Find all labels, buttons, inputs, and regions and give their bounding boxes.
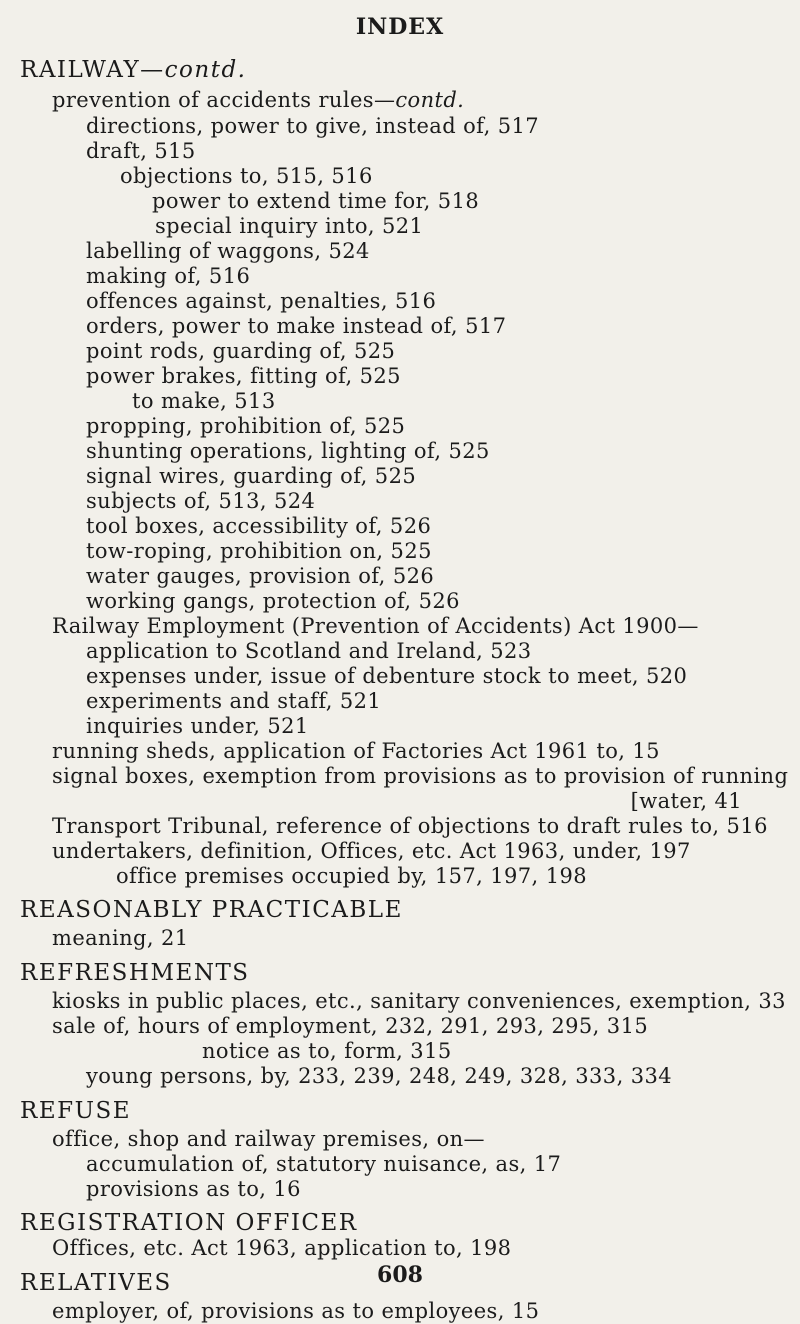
index-entry: orders, power to make instead of, 517 bbox=[86, 314, 507, 338]
index-entry: young persons, by, 233, 239, 248, 249, 328, 333, 334 bbox=[86, 1064, 673, 1088]
index-entry: power brakes, fitting of, 525 bbox=[86, 364, 401, 388]
index-entry: signal boxes, exemption from provisions as to provision of running bbox=[52, 764, 789, 788]
index-entry: Offices, etc. Act 1963, application to, 198 bbox=[52, 1236, 512, 1260]
index-entry: Railway Employment (Prevention of Accidents) Act 1900— bbox=[52, 614, 699, 638]
page-header: INDEX bbox=[355, 14, 445, 40]
index-entry: labelling of waggons, 524 bbox=[86, 239, 370, 263]
index-entry: propping, prohibition of, 525 bbox=[86, 414, 406, 438]
index-entry: meaning, 21 bbox=[52, 926, 189, 950]
continued-marker: contd. bbox=[395, 88, 465, 112]
index-entry: objections to, 515, 516 bbox=[120, 164, 373, 188]
index-heading: REGISTRATION OFFICER bbox=[20, 1210, 358, 1236]
index-entry: subjects of, 513, 524 bbox=[86, 489, 316, 513]
index-entry: draft, 515 bbox=[86, 139, 196, 163]
index-entry: tow-roping, prohibition on, 525 bbox=[86, 539, 432, 563]
index-entry: special inquiry into, 521 bbox=[155, 214, 424, 238]
index-entry: office premises occupied by, 157, 197, 198 bbox=[116, 864, 587, 888]
index-entry: running sheds, application of Factories Act 1961 to, 15 bbox=[52, 739, 660, 763]
index-entry: power to extend time for, 518 bbox=[152, 189, 480, 213]
index-heading: REASONABLY PRACTICABLE bbox=[20, 897, 403, 923]
index-entry: inquiries under, 521 bbox=[86, 714, 309, 738]
index-entry: to make, 513 bbox=[132, 389, 276, 413]
index-entry: working gangs, protection of, 526 bbox=[86, 589, 460, 613]
index-entry: office, shop and railway premises, on— bbox=[52, 1127, 485, 1151]
index-entry: application to Scotland and Ireland, 523 bbox=[86, 639, 532, 663]
index-entry: signal wires, guarding of, 525 bbox=[86, 464, 417, 488]
index-entry: Transport Tribunal, reference of objections to draft rules to, 516 bbox=[52, 814, 768, 838]
index-heading: REFUSE bbox=[20, 1098, 131, 1124]
index-entry: provisions as to, 16 bbox=[86, 1177, 301, 1201]
index-heading: RAILWAY—contd. bbox=[20, 57, 247, 83]
index-entry: offences against, penalties, 516 bbox=[86, 289, 437, 313]
index-entry: point rods, guarding of, 525 bbox=[86, 339, 396, 363]
index-entry: undertakers, definition, Offices, etc. Act 1963, under, 197 bbox=[52, 839, 691, 863]
page-number: 608 bbox=[377, 1262, 423, 1288]
index-entry: employer, of, provisions as to employees, 15 bbox=[52, 1299, 540, 1323]
index-entry: making of, 516 bbox=[86, 264, 251, 288]
index-entry: accumulation of, statutory nuisance, as, 17 bbox=[86, 1152, 562, 1176]
index-entry: notice as to, form, 315 bbox=[202, 1039, 452, 1063]
index-entry: experiments and staff, 521 bbox=[86, 689, 382, 713]
index-heading: RELATIVES bbox=[20, 1270, 172, 1296]
index-entry: [water, 41 bbox=[630, 789, 742, 813]
continued-marker: contd. bbox=[164, 57, 247, 83]
index-entry: prevention of accidents rules—contd. bbox=[52, 88, 465, 112]
index-entry: directions, power to give, instead of, 517 bbox=[86, 114, 540, 138]
index-entry: water gauges, provision of, 526 bbox=[86, 564, 435, 588]
index-entry: expenses under, issue of debenture stock to meet, 520 bbox=[86, 664, 688, 688]
index-entry: tool boxes, accessibility of, 526 bbox=[86, 514, 432, 538]
index-entry: kiosks in public places, etc., sanitary conveniences, exemption, 33 bbox=[52, 989, 786, 1013]
index-entry: sale of, hours of employment, 232, 291, 293, 295, 315 bbox=[52, 1014, 649, 1038]
index-heading: REFRESHMENTS bbox=[20, 960, 250, 986]
index-entry: shunting operations, lighting of, 525 bbox=[86, 439, 490, 463]
